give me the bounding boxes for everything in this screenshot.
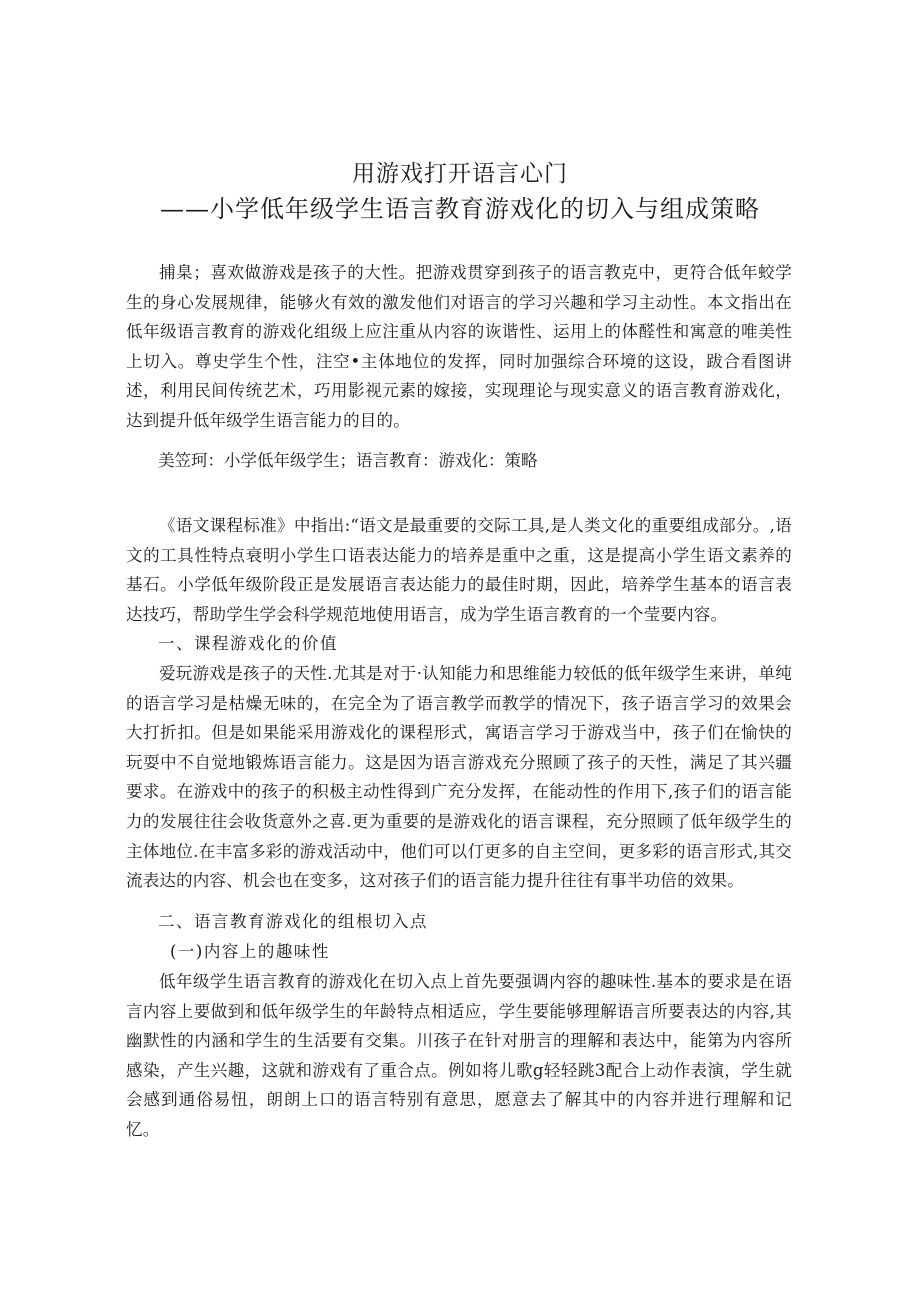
section-1-heading: 一、课程游戏化的价值 bbox=[158, 634, 338, 653]
document-title: 用游戏打开语言心门 bbox=[352, 161, 568, 187]
keywords-line: 美笠珂：小学低年级学生；语言教育：游戏化：策略 bbox=[158, 451, 538, 470]
document-subtitle: ——小学低年级学生语言教育游戏化的切入与组成策略 bbox=[160, 195, 760, 223]
section-2-subheading-1: (一)内容上的趣味性 bbox=[170, 942, 330, 961]
section-2-heading: 二、语言教育游戏化的组根切入点 bbox=[158, 912, 428, 931]
section-2-body: 低年级学生语言教育的游戏化在切入点上首先要强调内容的趣味性.基本的要求是在语言内容上要做到和低年级学生的年龄特点相适应，学生要能够理解语言所要表达的内容,其幽默性的内涵和学生的生活要有交集。川孩子在针对册言的理解和表达中，能第为内容所感染，产生兴趣，这就和游戏有了重合点。例如将儿歌g轻轻跳3配合上动作表演，学生就会感到通俗易忸，朗朗上口的语言特别有意思，愿意去了解其中的内容并进行理解和记忆。 bbox=[126, 972, 792, 1139]
section-1-body: 爱玩游戏是孩子的天性.尤其是对于·认知能力和思维能力较低的低年级学生来讲，单纯的语言学习是枯燥无味的，在完全为了语言教学而教学的情况下，孩子语言学习的效果会大打折扣。但是如果能采用游戏化的课程形式，寓语言学习于游戏当中，孩子们在愉快的玩耍中不自觉地锻炼语言能力。这是因为语言游戏充分照顾了孩子的天性，满足了其兴疆要求。在游戏中的孩子的积极主动性得到广充分发挥，在能动性的作用下,孩子们的语言能力的发展往往会收货意外之喜.更为重要的是游戏化的语言课程，充分照顾了低年级学生的主体地位.在丰富多彩的游戏活动中，他们可以仃更多的自主空间，更多彩的语言形式,其交流表达的内容、机会也在变多，这对孩子们的语言能力提升往往有事半功倍的效果。 bbox=[126, 664, 792, 891]
intro-paragraph: 《语文课程标准》中指出:“语文是最重要的交际工具,是人类文化的重要组成部分。,语文的工具性特点衰明小学生口语表达能力的培养是重中之重，这是提高小学生语文素养的基石。小学低年级阶段正是发展语言表达能力的最佳时期，因此，培养学生基本的语言表达技巧，帮助学生学会科学规范地使用语言，成为学生语言教育的一个莹要内容。 bbox=[126, 516, 792, 624]
abstract-paragraph: 捕臬；喜欢做游戏是孩子的大性。把游戏贯穿到孩子的语言教克中，更符合低年蛟学生的身心发展规律，能够火有效的激发他们对语言的学习兴趣和学习主动性。本文指出在低年级语言教育的游戏化组级上应注重从内容的诙谐性、运用上的体醛性和寓意的唯美性上切入。尊史学生个性，注空•主体地位的发挥，同时加强综合环境的这设，跋合看图讲述，利用民间传统艺术，巧用影视元素的嫁接，实现理论与现实意义的语言教育游戏化，达到提升低年级学生语言能力的目的。 bbox=[126, 263, 792, 430]
